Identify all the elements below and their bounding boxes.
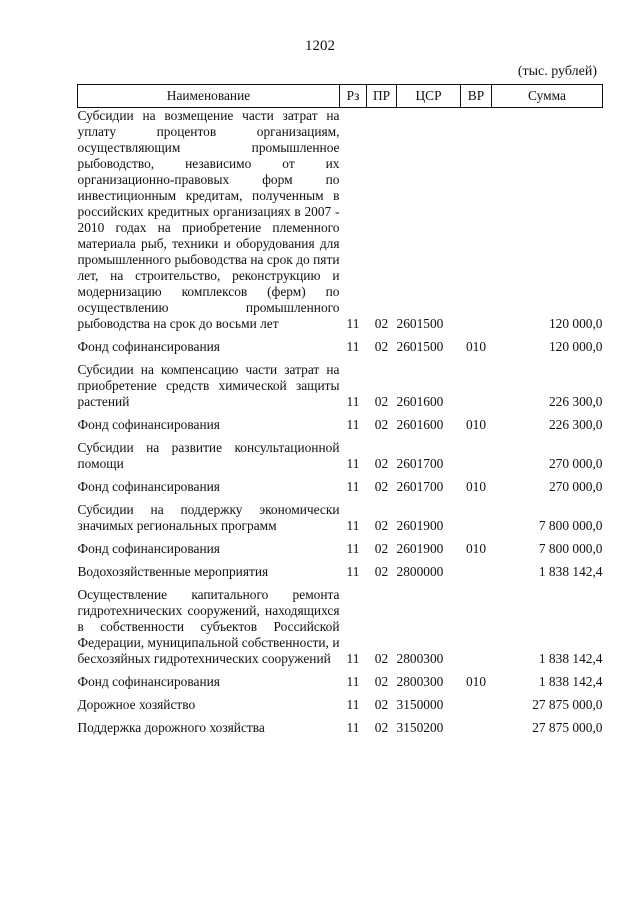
table-header-row: [78, 85, 603, 108]
cell-pr: 02: [374, 394, 389, 409]
row-spacer: [78, 472, 603, 479]
row-spacer-cell: [78, 667, 603, 674]
cell-pr: 02: [374, 316, 389, 331]
cell-rz: 11: [346, 564, 360, 579]
table-body: [78, 108, 603, 737]
cell-rz: 11: [346, 651, 360, 666]
table-row: [78, 502, 603, 534]
cell-pr: 02: [374, 479, 389, 494]
cell-sum: 120 000,0: [548, 316, 603, 331]
row-spacer: [78, 713, 603, 720]
row-spacer-cell: [78, 557, 603, 564]
cell-csr: 2601600: [396, 394, 444, 409]
cell-vr: [461, 362, 492, 410]
row-spacer: [78, 534, 603, 541]
table-row: [78, 697, 603, 713]
cell-sum: 270 000,0: [548, 479, 603, 494]
cell-sum: 27 875 000,0: [532, 720, 603, 735]
cell-csr: 2601500: [396, 339, 444, 354]
units-note: (тыс. рублей): [517, 64, 597, 79]
cell-vr: [461, 502, 492, 534]
cell-name: Фонд софинансирования: [77, 479, 220, 494]
row-spacer-cell: [78, 580, 603, 587]
cell-csr: 3150200: [396, 720, 444, 735]
table-row: [78, 479, 603, 495]
cell-pr: 02: [374, 720, 389, 735]
row-spacer-cell: [78, 472, 603, 479]
cell-csr: 2601700: [396, 479, 444, 494]
cell-sum: 1 838 142,4: [538, 651, 603, 666]
cell-csr: 2601600: [396, 417, 444, 432]
row-spacer: [78, 433, 603, 440]
cell-name: Фонд софинансирования: [77, 541, 220, 556]
row-spacer: [78, 355, 603, 362]
table-row: [78, 720, 603, 736]
cell-vr: [461, 440, 492, 472]
cell-rz: 11: [346, 394, 360, 409]
cell-csr: 2601500: [396, 316, 444, 331]
cell-sum: 120 000,0: [548, 339, 603, 354]
cell-vr: [461, 720, 492, 736]
cell-vr: 010: [465, 417, 487, 432]
cell-csr: 2601900: [396, 518, 444, 533]
table-row: [78, 339, 603, 355]
cell-name: Субсидии на поддержку экономически значимых региональных программ: [77, 502, 340, 533]
row-spacer: [78, 667, 603, 674]
table-row: [78, 541, 603, 557]
table-row: [78, 564, 603, 580]
cell-name: Дорожное хозяйство: [77, 697, 196, 712]
header-csr: ЦСР: [397, 85, 461, 108]
cell-rz: 11: [346, 316, 360, 331]
page-number: 1202: [305, 38, 335, 54]
cell-rz: 11: [346, 697, 360, 712]
header-rz: Рз: [340, 85, 367, 108]
cell-sum: 1 838 142,4: [538, 564, 603, 579]
cell-sum: 226 300,0: [548, 417, 603, 432]
cell-rz: 11: [346, 720, 360, 735]
row-spacer-cell: [78, 713, 603, 720]
cell-pr: 02: [374, 697, 389, 712]
header-name: Наименование: [78, 85, 340, 108]
cell-vr: [461, 587, 492, 667]
cell-csr: 2601900: [396, 541, 444, 556]
cell-pr: 02: [374, 564, 389, 579]
cell-pr: 02: [374, 339, 389, 354]
table-row: [78, 108, 603, 333]
cell-name: Субсидии на компенсацию части затрат на приобретение средств химической защиты растений: [77, 362, 340, 409]
cell-csr: 2601700: [396, 456, 444, 471]
cell-vr: [461, 108, 492, 333]
row-spacer-cell: [78, 495, 603, 502]
cell-rz: 11: [346, 456, 360, 471]
cell-pr: 02: [374, 456, 389, 471]
cell-vr: 010: [465, 541, 487, 556]
table-row: [78, 587, 603, 667]
cell-csr: 2800000: [396, 564, 444, 579]
cell-pr: 02: [374, 518, 389, 533]
cell-rz: 11: [346, 479, 360, 494]
cell-name: Субсидии на развитие консультационной помощи: [77, 440, 340, 471]
cell-rz: 11: [346, 541, 360, 556]
row-spacer: [78, 690, 603, 697]
cell-name: Осуществление капитального ремонта гидротехнических сооружений, находящихся в собственности субъектов Российской Федерации, муниципальной собственности, и бесхозяйных гидротехнических сооружений: [77, 587, 340, 666]
row-spacer: [78, 580, 603, 587]
table-row: [78, 417, 603, 433]
table-row: [78, 674, 603, 690]
row-spacer: [78, 557, 603, 564]
row-spacer-cell: [78, 534, 603, 541]
cell-csr: 2800300: [396, 651, 444, 666]
cell-vr: 010: [465, 479, 487, 494]
cell-rz: 11: [346, 674, 360, 689]
cell-name: Фонд софинансирования: [77, 674, 220, 689]
cell-name: Субсидии на возмещение части затрат на уплату процентов организациям, осуществляющим промышленное рыбоводство, независимо от их организационно-правовых форм по инвестиционным кредитам, полученным в российских кредитных организациях в 2007 - 2010 годах на приобретение племенного материала рыб, техники и оборудования для промышленного рыбоводства на срок до пяти лет, на строительство, реконструкцию и модернизацию комплексов (ферм) по осуществлению промышленного рыбоводства на срок до восьми лет: [77, 108, 340, 331]
cell-vr: 010: [465, 339, 487, 354]
cell-pr: 02: [374, 674, 389, 689]
cell-rz: 11: [346, 339, 360, 354]
row-spacer-cell: [78, 433, 603, 440]
budget-table: [77, 84, 603, 736]
cell-sum: 27 875 000,0: [532, 697, 603, 712]
cell-rz: 11: [346, 417, 360, 432]
cell-name: Фонд софинансирования: [77, 339, 220, 354]
header-sum: Сумма: [492, 85, 603, 108]
row-spacer: [78, 410, 603, 417]
cell-csr: 2800300: [396, 674, 444, 689]
row-spacer: [78, 495, 603, 502]
cell-name: Водохозяйственные мероприятия: [77, 564, 269, 579]
cell-sum: 7 800 000,0: [538, 518, 603, 533]
cell-pr: 02: [374, 417, 389, 432]
cell-vr: [461, 564, 492, 580]
cell-name: Поддержка дорожного хозяйства: [77, 720, 265, 735]
table-row: [78, 440, 603, 472]
cell-sum: 226 300,0: [548, 394, 603, 409]
cell-name: Фонд софинансирования: [77, 417, 220, 432]
cell-pr: 02: [374, 651, 389, 666]
row-spacer-cell: [78, 332, 603, 339]
table-row: [78, 362, 603, 410]
row-spacer: [78, 332, 603, 339]
row-spacer-cell: [78, 355, 603, 362]
cell-csr: 3150000: [396, 697, 444, 712]
header-vr: ВР: [461, 85, 492, 108]
cell-vr: 010: [465, 674, 487, 689]
cell-sum: 7 800 000,0: [538, 541, 603, 556]
cell-vr: [461, 697, 492, 713]
cell-rz: 11: [346, 518, 360, 533]
header-pr: ПР: [367, 85, 397, 108]
row-spacer-cell: [78, 690, 603, 697]
row-spacer-cell: [78, 410, 603, 417]
cell-sum: 270 000,0: [548, 456, 603, 471]
cell-sum: 1 838 142,4: [538, 674, 603, 689]
cell-pr: 02: [374, 541, 389, 556]
